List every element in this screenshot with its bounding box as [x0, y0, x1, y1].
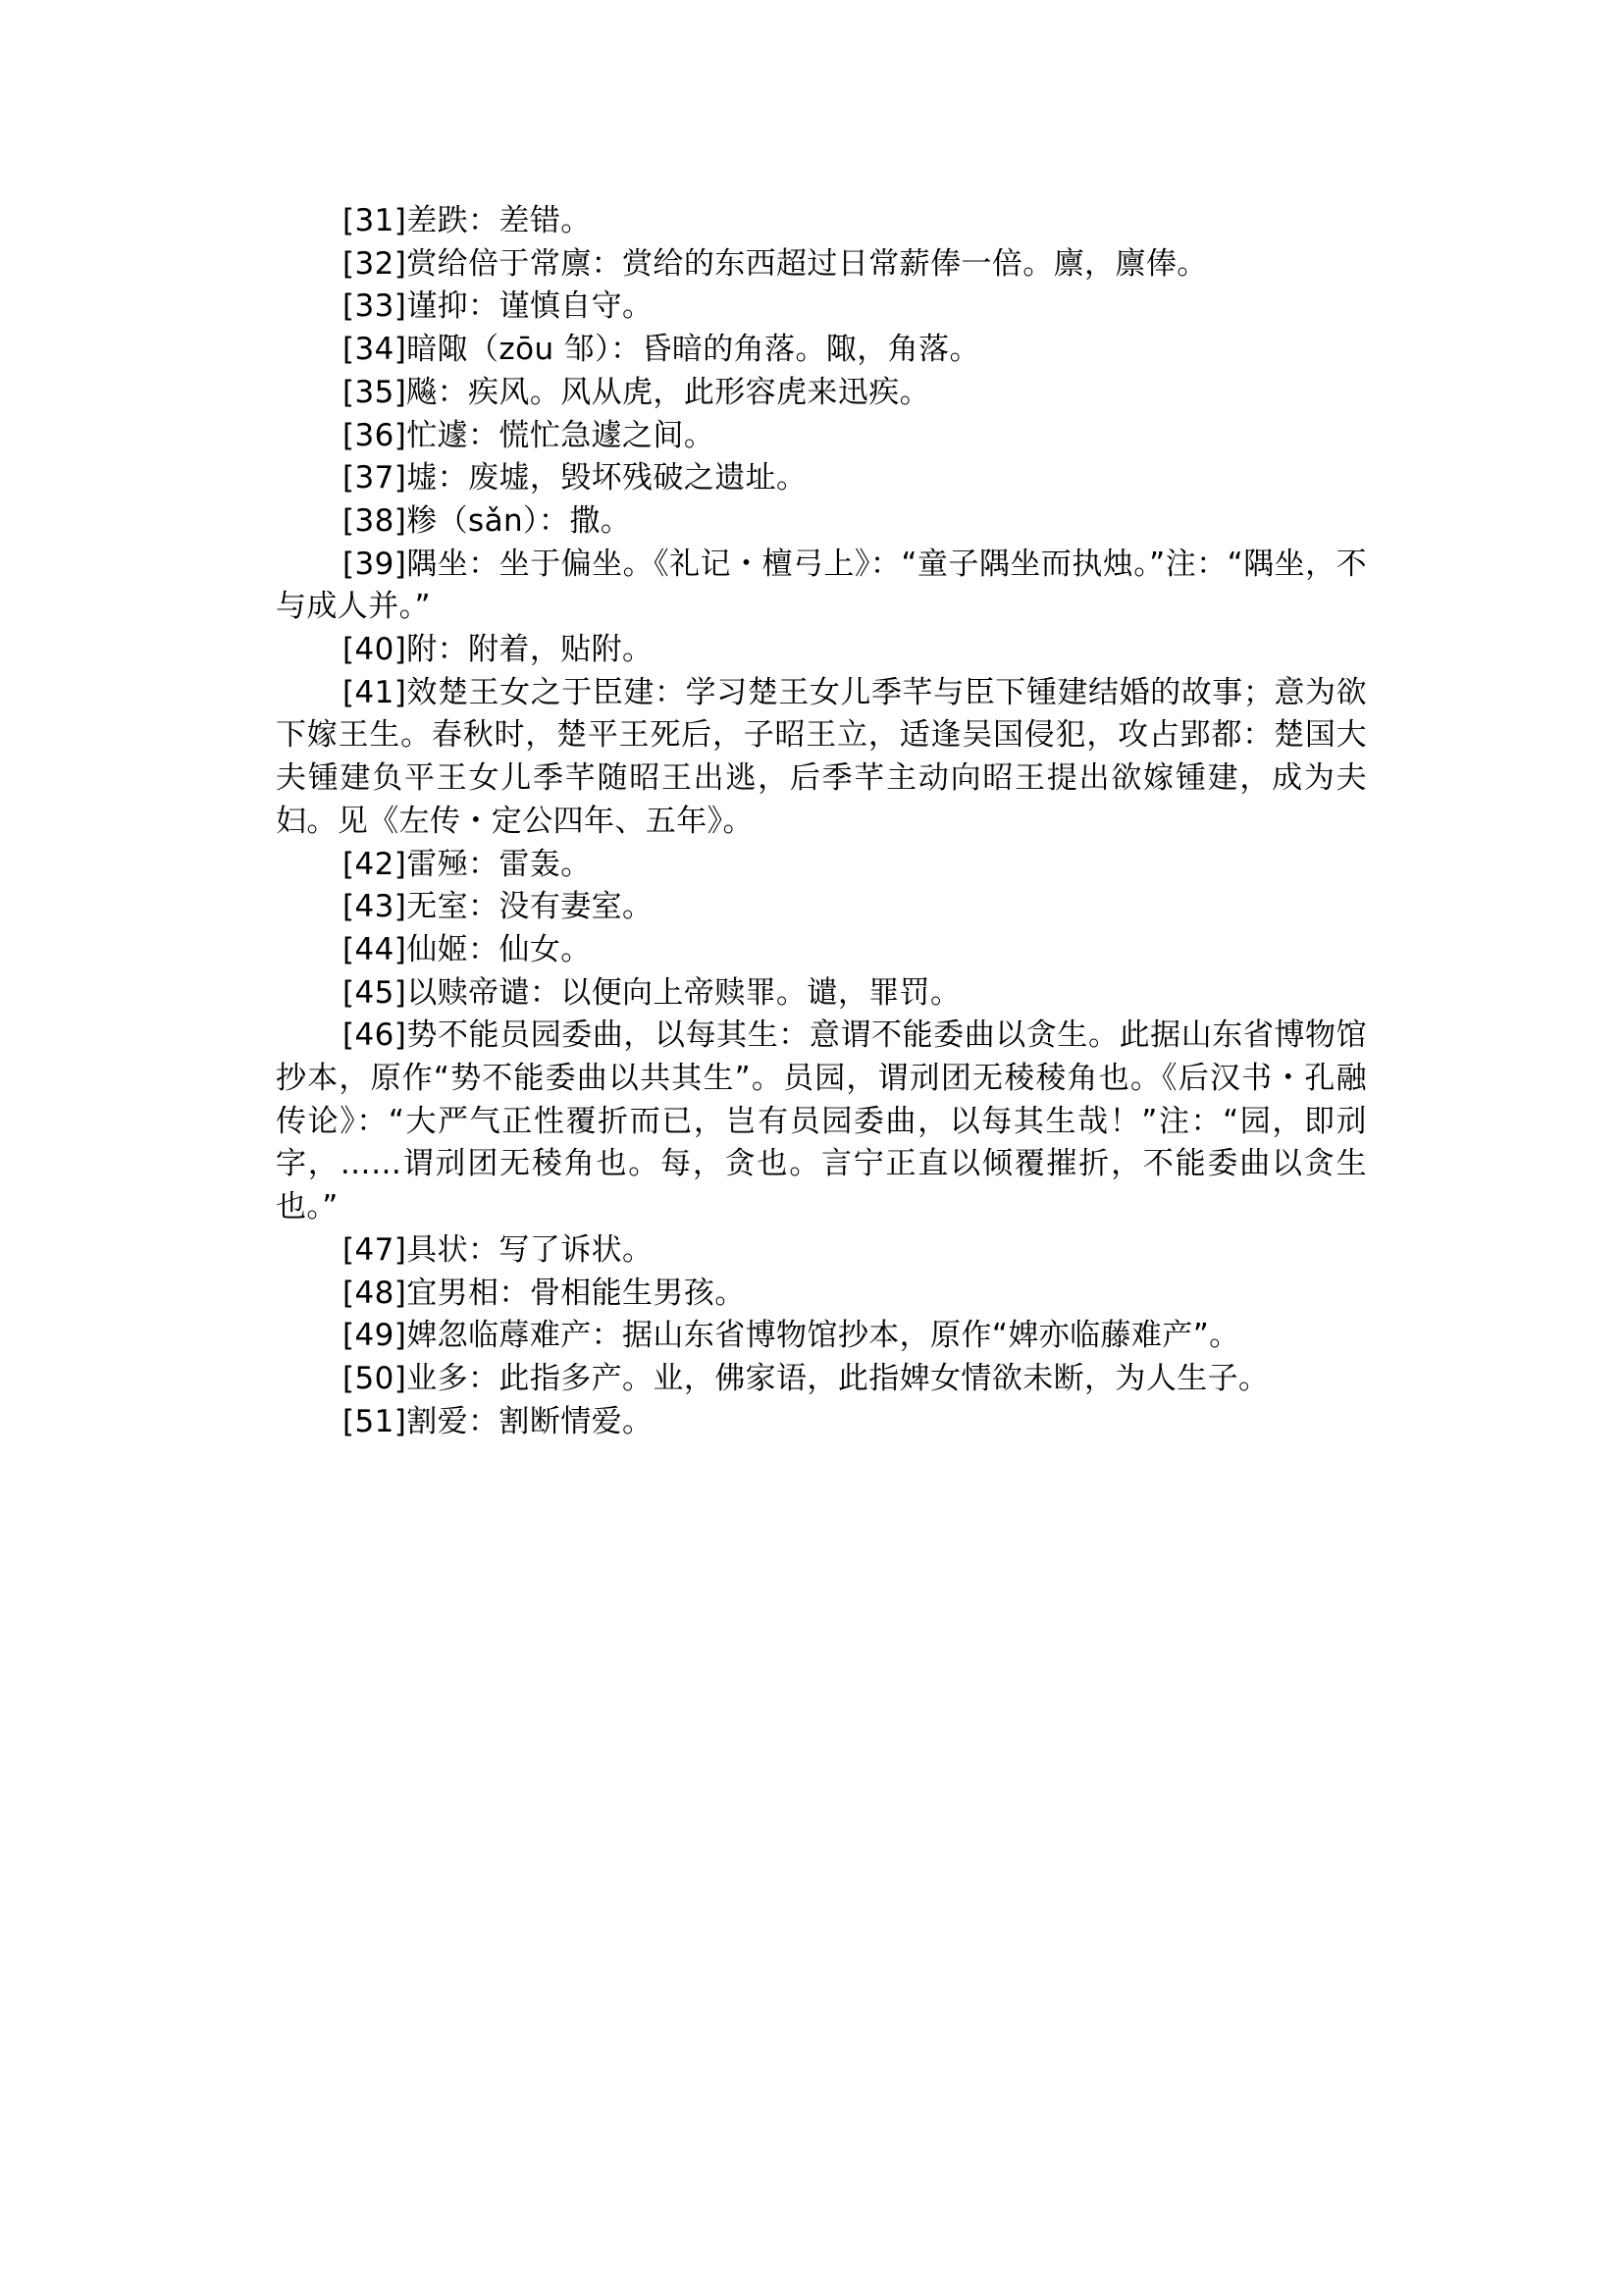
note-51: [51]割爱：割断情爱。 — [342, 1403, 654, 1439]
note-46: [46]势不能员园委曲，以每其生：意谓不能委曲以贪生。此据山东省博物馆抄本，原作“势不能委曲以共其生”。员园，谓刓团无稜稜角也。《后汉书・孔融传论》：“大严气正性覆折而已，岂有员园委曲，以每其生哉！”注：“园，即刓字，……谓刓团无稜角也。每，贪也。言宁正直以倾覆摧折，不能委曲以贪生也。” — [276, 1017, 1367, 1225]
note-34: [34]暗陬（zōu 邹）：昏暗的角落。陬，角落。 — [342, 332, 980, 368]
annotation-notes — [276, 200, 1367, 1443]
note-39: [39]隅坐：坐于偏坐。《礼记・檀弓上》：“童子隅坐而执烛。”注：“隅坐，不与成人并。” — [276, 546, 1367, 625]
note-40: [40]附：附着，贴附。 — [342, 632, 654, 668]
note-33: [33]谨抑：谨慎自守。 — [342, 288, 654, 325]
note-38: [38]糁（sǎn）：撒。 — [342, 502, 632, 539]
note-47: [47]具状：写了诉状。 — [342, 1231, 654, 1268]
note-49: [49]婢忽临蓐难产：据山东省博物馆抄本，原作“婢亦临藤难产”。 — [342, 1318, 1240, 1354]
note-50: [50]业多：此指多产。业，佛家语，此指婢女情欲未断，为人生子。 — [342, 1360, 1270, 1396]
note-35: [35]飚：疾风。风从虎，此形容虎来迅疾。 — [342, 374, 931, 410]
note-31: [31]差跌：差错。 — [342, 203, 592, 238]
note-43: [43]无室：没有妻室。 — [342, 889, 654, 925]
note-42: [42]雷殛：雷轰。 — [342, 846, 592, 882]
note-36: [36]忙遽：慌忙急遽之间。 — [342, 417, 715, 453]
note-32: [32]赏给倍于常廪：赏给的东西超过日常薪俸一倍。廪，廪俸。 — [342, 245, 1208, 282]
note-41: [41]效楚王女之于臣建：学习楚王女儿季芊与臣下锺建结婚的故事；意为欲下嫁王生。春秋时，楚平王死后，子昭王立，适逢吴国侵犯，攻占郢都：楚国大夫锺建负平王女儿季芊随昭王出逃，后季芊主动向昭王提出欲嫁锺建，成为夫妇。见《左传・定公四年、五年》。 — [276, 674, 1367, 839]
note-45: [45]以赎帝谴：以便向上帝赎罪。谴，罪罚。 — [342, 974, 962, 1011]
note-44: [44]仙姬：仙女。 — [342, 931, 592, 967]
note-48: [48]宜男相：骨相能生男孩。 — [342, 1275, 746, 1311]
note-37: [37]墟：废墟，毁坏残破之遗址。 — [342, 460, 808, 496]
